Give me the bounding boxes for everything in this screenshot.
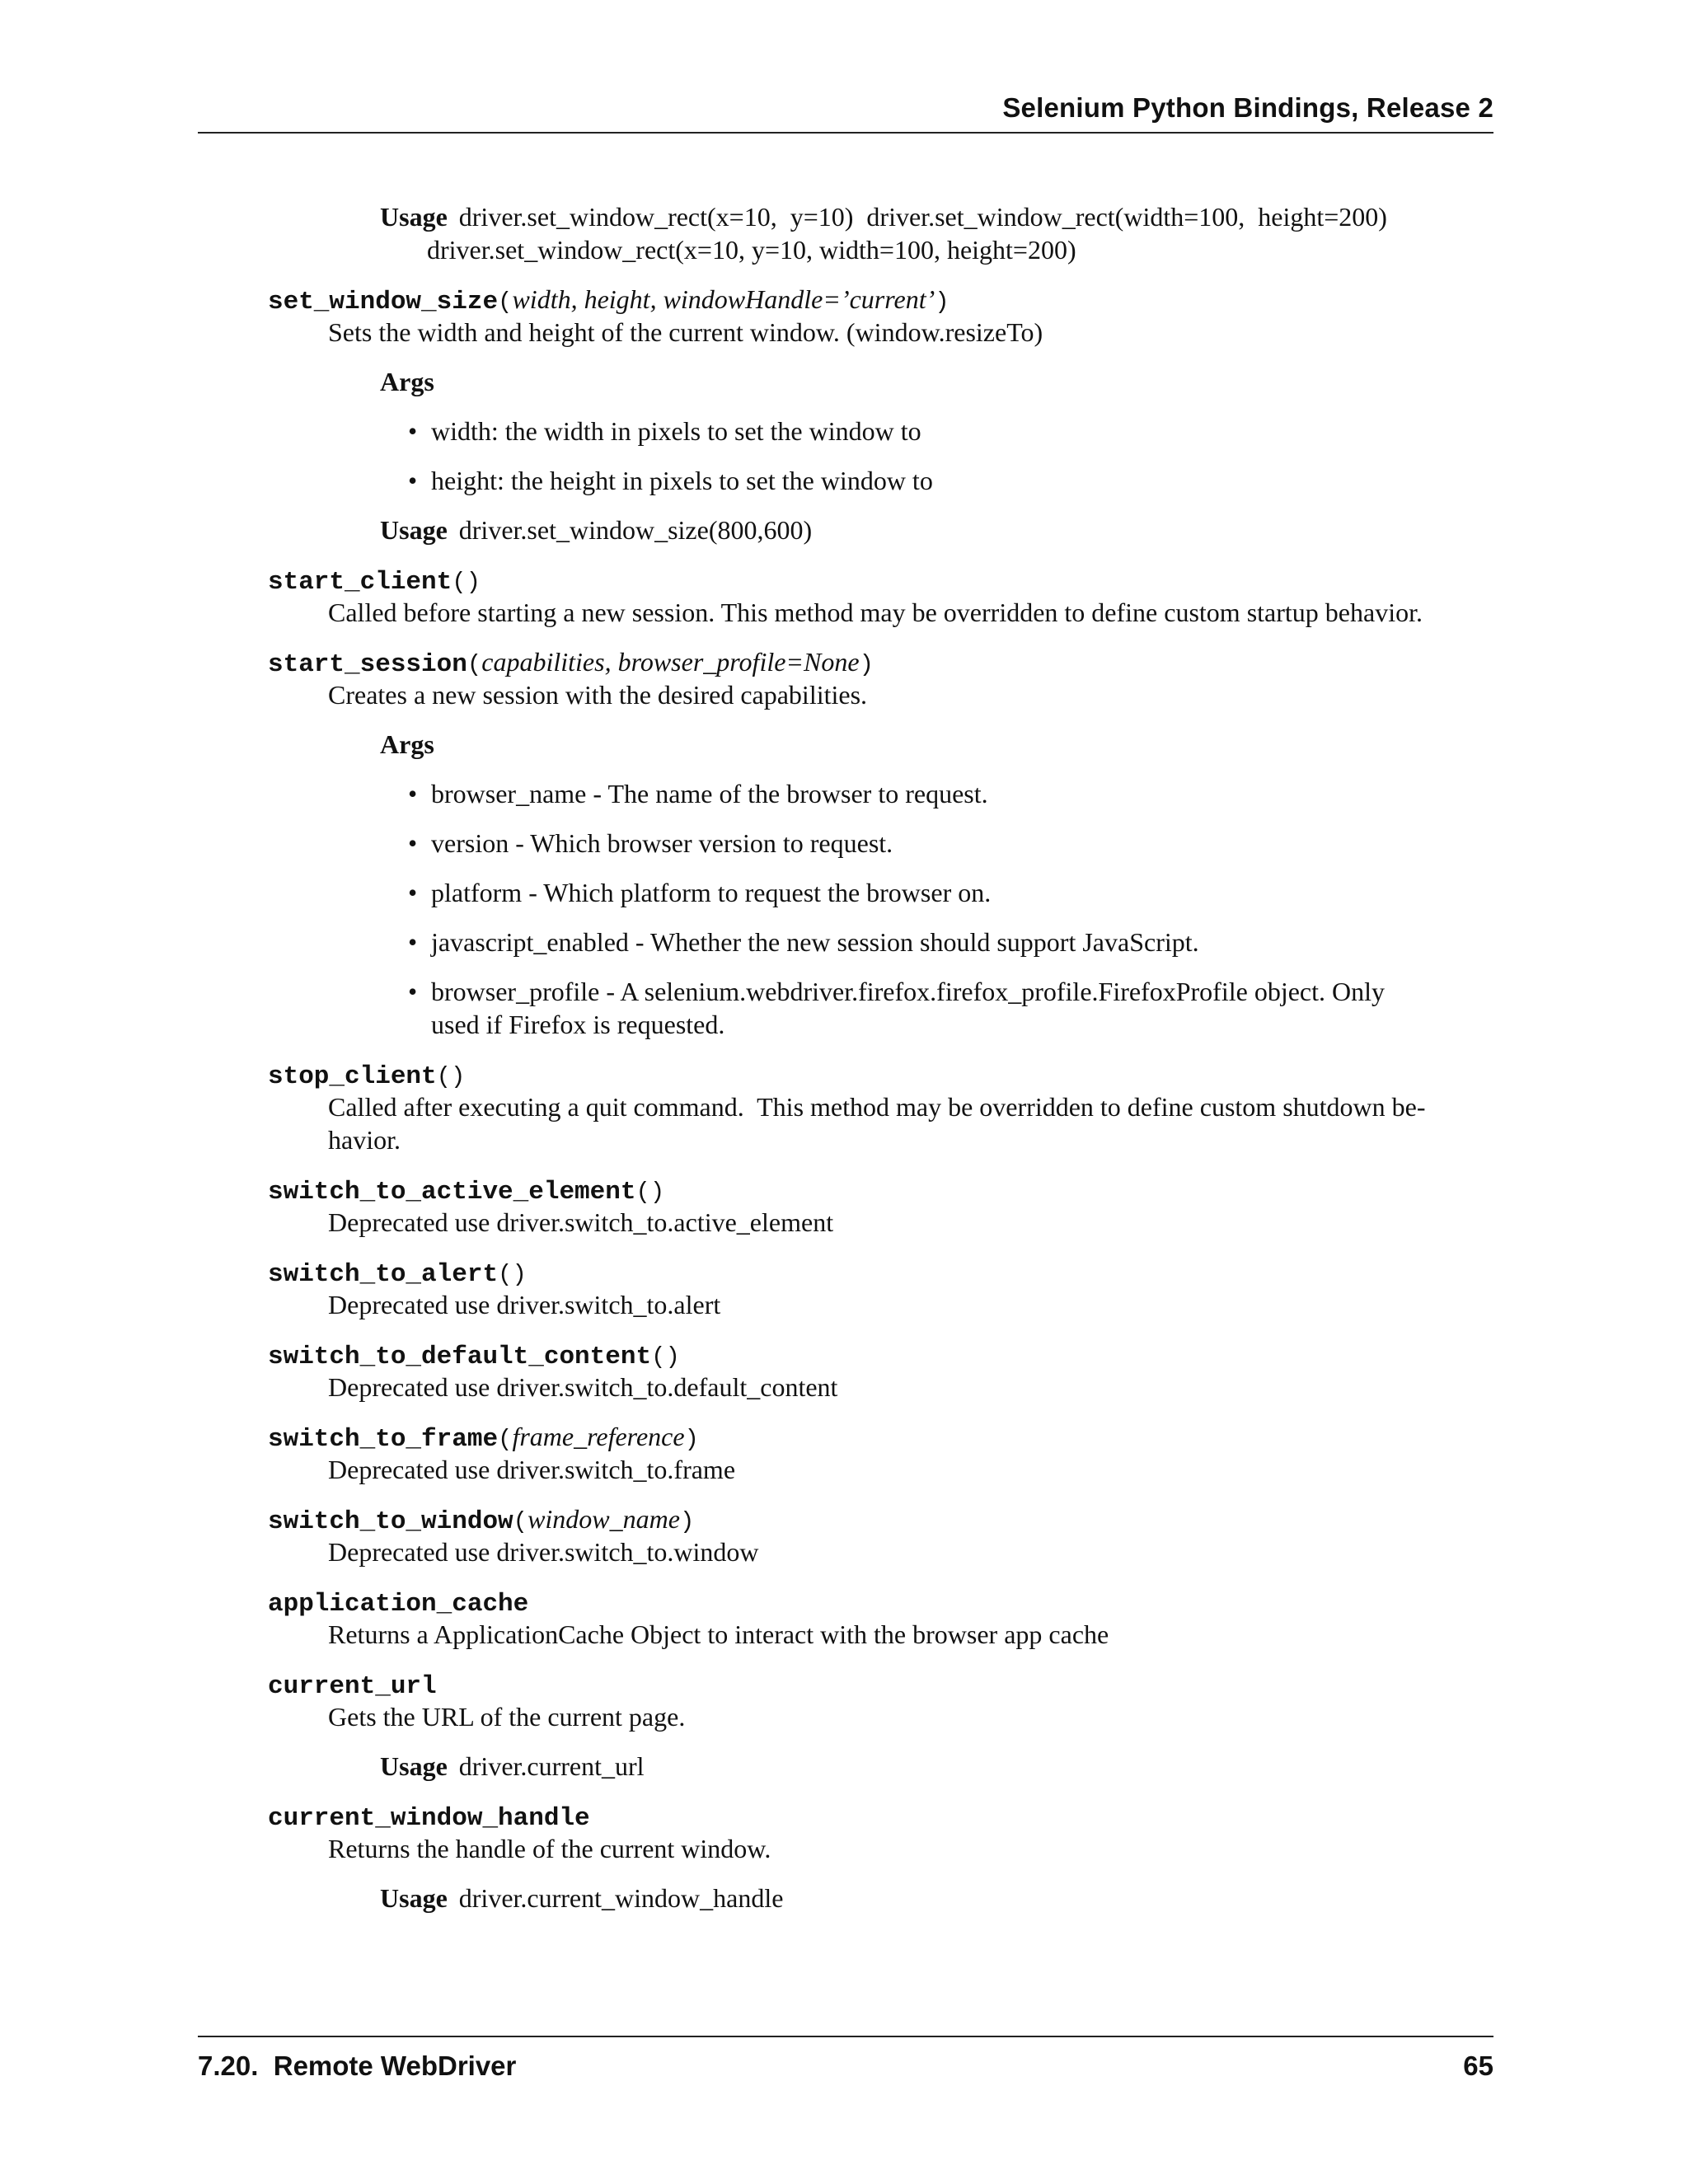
- method-name: start_client: [268, 568, 452, 597]
- method-name: start_session: [268, 650, 467, 679]
- method-parens: (): [436, 1063, 466, 1090]
- method-name: switch_to_default_content: [268, 1343, 652, 1371]
- method-signature-set-window-size: [268, 283, 950, 319]
- paren-close: ): [859, 651, 874, 678]
- arg-text: browser_profile - A selenium.webdriver.firefox.firefox_profile.FirefoxProfile object. Only: [431, 977, 1385, 1006]
- method-description: Deprecated use driver.switch_to.active_element: [328, 1207, 834, 1237]
- method-signature-stop-client: [268, 1057, 465, 1094]
- method-description-continuation: havior.: [328, 1125, 401, 1155]
- top-usage-line-2: driver.set_window_rect(x=10, y=10, width=100, height=200): [427, 235, 1076, 265]
- usage-text: driver.current_window_handle: [458, 1883, 784, 1913]
- method-description: Called before starting a new session. This method may be overridden to define custom startup behavior.: [328, 598, 1423, 627]
- method-name: switch_to_alert: [268, 1260, 499, 1289]
- method-description: Called after executing a quit command. This method may be overridden to define custom shutdown be-: [328, 1092, 1426, 1122]
- paren-close: ): [679, 1508, 695, 1535]
- method-signature-switch-to-default-content: [268, 1338, 680, 1374]
- paren-close: ): [935, 288, 950, 316]
- property-description: Gets the URL of the current page.: [328, 1702, 686, 1732]
- method-description: Deprecated use driver.switch_to.alert: [328, 1290, 721, 1319]
- footer-section: 7.20. Remote WebDriver: [198, 2050, 517, 2081]
- method-parens: (): [452, 569, 481, 596]
- page-number: 65: [1463, 2050, 1493, 2081]
- arg-text: javascript_enabled - Whether the new session should support JavaScript.: [431, 927, 1199, 957]
- arg-text: version - Which browser version to request.: [431, 828, 893, 858]
- usage-label: Usage: [380, 1883, 448, 1913]
- arg-item: • height: the height in pixels to set the window to: [408, 466, 933, 495]
- method-signature-start-client: [268, 563, 481, 599]
- usage-label: Usage: [380, 1751, 448, 1781]
- paren-open: (: [513, 1508, 528, 1535]
- method-parens: (): [635, 1179, 665, 1206]
- arg-item: • platform - Which platform to request the browser on.: [408, 878, 992, 907]
- property-description: Returns the handle of the current window.: [328, 1834, 771, 1863]
- method-description: Sets the width and height of the current window. (window.resizeTo): [328, 317, 1043, 347]
- arg-text: height: the height in pixels to set the window to: [431, 466, 933, 495]
- property-name: current_window_handle: [268, 1804, 590, 1833]
- method-params: capabilities, browser_profile=None: [481, 647, 860, 677]
- method-signature-switch-to-frame: [268, 1420, 699, 1456]
- arg-item: • version - Which browser version to request.: [408, 828, 893, 858]
- arg-text: width: the width in pixels to set the window to: [431, 416, 921, 446]
- usage-label: Usage: [380, 515, 448, 545]
- method-description: Deprecated use driver.switch_to.default_content: [328, 1372, 838, 1402]
- property-description: Returns a ApplicationCache Object to interact with the browser app cache: [328, 1619, 1109, 1649]
- method-params: window_name: [528, 1504, 680, 1534]
- method-params: frame_reference: [512, 1422, 685, 1451]
- usage-line: [380, 1750, 645, 1783]
- method-name: stop_client: [268, 1062, 437, 1091]
- method-signature-switch-to-active-element: [268, 1173, 664, 1209]
- method-params: width, height, windowHandle=’current’: [512, 284, 935, 314]
- usage-text: driver.set_window_rect(x=10, y=10) driver.set_window_rect(width=100, height=200): [458, 202, 1387, 232]
- method-name: switch_to_window: [268, 1507, 513, 1536]
- usage-line: [380, 513, 812, 546]
- args-label: Args: [380, 367, 434, 396]
- arg-text: platform - Which platform to request the browser on.: [431, 878, 992, 907]
- property-name: application_cache: [268, 1590, 529, 1619]
- arg-text: browser_name - The name of the browser to request.: [431, 779, 988, 808]
- method-name: set_window_size: [268, 288, 499, 316]
- page-footer: [198, 2036, 1493, 2081]
- method-parens: (): [498, 1261, 527, 1288]
- paren-open: (: [467, 651, 482, 678]
- method-description: Deprecated use driver.switch_to.window: [328, 1537, 759, 1567]
- property-name: current_url: [268, 1672, 437, 1701]
- property-current-window-handle: [268, 1799, 590, 1835]
- top-usage-line-1: [380, 200, 1387, 233]
- usage-text: driver.current_url: [458, 1751, 645, 1781]
- paren-open: (: [498, 1426, 513, 1453]
- arg-item: • browser_name - The name of the browser to request.: [408, 779, 988, 808]
- arg-item: • browser_profile - A selenium.webdriver.firefox.firefox_profile.FirefoxProfile object. Only: [408, 977, 1385, 1006]
- paren-close: ): [684, 1426, 699, 1453]
- method-parens: (): [651, 1343, 680, 1371]
- method-signature-switch-to-alert: [268, 1255, 527, 1291]
- paren-open: (: [498, 288, 513, 316]
- page-header: [198, 89, 1493, 134]
- arg-item: • javascript_enabled - Whether the new session should support JavaScript.: [408, 927, 1199, 957]
- method-description: Creates a new session with the desired capabilities.: [328, 680, 868, 710]
- header-title: Selenium Python Bindings, Release 2: [1002, 92, 1493, 123]
- usage-line: [380, 1882, 783, 1915]
- method-signature-start-session: [268, 645, 874, 682]
- arg-item-continuation: used if Firefox is requested.: [431, 1010, 725, 1039]
- method-signature-switch-to-window: [268, 1502, 694, 1539]
- usage-text: driver.set_window_size(800,600): [458, 515, 813, 545]
- args-label: Args: [380, 729, 434, 759]
- method-description: Deprecated use driver.switch_to.frame: [328, 1455, 736, 1484]
- usage-label: Usage: [380, 202, 448, 232]
- method-name: switch_to_frame: [268, 1425, 499, 1454]
- method-name: switch_to_active_element: [268, 1178, 636, 1207]
- property-application-cache: [268, 1585, 528, 1621]
- property-current-url: [268, 1667, 437, 1704]
- arg-item: • width: the width in pixels to set the window to: [408, 416, 921, 446]
